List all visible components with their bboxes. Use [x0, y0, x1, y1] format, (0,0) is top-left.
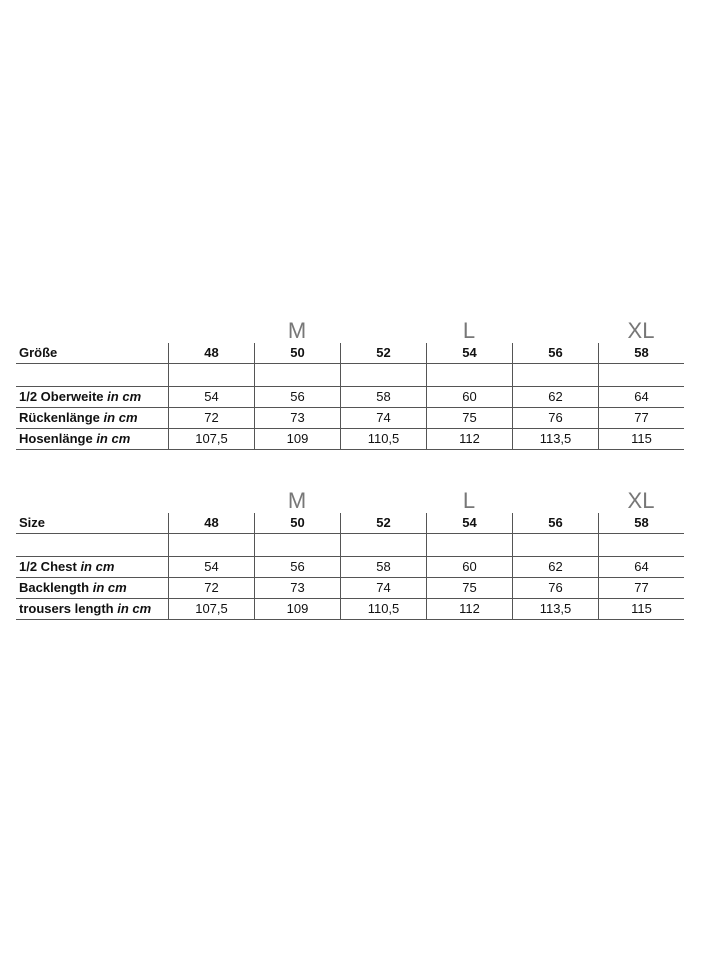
size-number: 50 — [254, 513, 340, 533]
measurement-row — [16, 557, 684, 578]
measurement-unit: in cm — [103, 410, 138, 425]
measurement-value: 74 — [340, 578, 426, 598]
measurement-unit: in cm — [117, 601, 152, 616]
size-number: 52 — [340, 343, 426, 363]
measurement-value: 58 — [340, 557, 426, 577]
measurement-value: 73 — [254, 408, 340, 428]
size-letter-row — [16, 318, 684, 343]
measurement-label — [16, 557, 168, 577]
measurement-value: 62 — [512, 557, 598, 577]
size-table-german — [16, 318, 684, 450]
size-letter — [512, 488, 598, 513]
measurement-unit: in cm — [92, 580, 127, 595]
measurement-label — [16, 429, 168, 449]
size-letter: XL — [627, 318, 655, 343]
measurement-name: Backlength — [19, 580, 90, 595]
size-number: 54 — [426, 513, 512, 533]
spacer-cell — [512, 364, 598, 386]
measurement-unit: in cm — [107, 389, 142, 404]
spacer-cell — [16, 364, 168, 386]
measurement-value: 74 — [340, 408, 426, 428]
size-table-english — [16, 488, 684, 620]
spacer-cell — [512, 534, 598, 556]
size-number: 56 — [512, 513, 598, 533]
measurement-value: 72 — [168, 408, 254, 428]
measurement-value: 77 — [598, 408, 684, 428]
spacer-row — [16, 364, 684, 387]
size-number: 48 — [168, 513, 254, 533]
spacer-cell — [254, 534, 340, 556]
measurement-row — [16, 387, 684, 408]
measurement-value: 60 — [426, 387, 512, 407]
measurement-value: 58 — [340, 387, 426, 407]
size-letter: M — [287, 318, 307, 343]
measurement-row — [16, 578, 684, 599]
size-letter: L — [462, 318, 476, 343]
measurement-unit: in cm — [80, 559, 115, 574]
size-number: 56 — [512, 343, 598, 363]
measurement-value: 112 — [426, 429, 512, 449]
size-letter: XL — [627, 488, 655, 513]
measurement-value: 54 — [168, 557, 254, 577]
spacer-cell — [168, 534, 254, 556]
spacer-cell — [598, 534, 684, 556]
measurement-value: 75 — [426, 408, 512, 428]
measurement-value: 76 — [512, 578, 598, 598]
measurement-value: 112 — [426, 599, 512, 619]
size-letter — [168, 488, 254, 513]
measurement-value: 113,5 — [512, 429, 598, 449]
measurement-value: 54 — [168, 387, 254, 407]
spacer-cell — [340, 534, 426, 556]
measurement-label — [16, 599, 168, 619]
size-letter — [168, 318, 254, 343]
measurement-value: 56 — [254, 387, 340, 407]
size-header-row — [16, 343, 684, 364]
measurement-value: 110,5 — [340, 599, 426, 619]
measurement-value: 115 — [598, 429, 684, 449]
measurement-value: 113,5 — [512, 599, 598, 619]
measurement-value: 64 — [598, 387, 684, 407]
spacer-cell — [254, 364, 340, 386]
size-letter — [340, 318, 426, 343]
measurement-value: 64 — [598, 557, 684, 577]
spacer-cell — [16, 534, 168, 556]
spacer-cell — [426, 534, 512, 556]
size-number: 54 — [426, 343, 512, 363]
measurement-label — [16, 408, 168, 428]
size-letter: L — [462, 488, 476, 513]
size-letter — [16, 488, 168, 513]
size-letter — [512, 318, 598, 343]
spacer-cell — [426, 364, 512, 386]
measurement-value: 73 — [254, 578, 340, 598]
measurement-row — [16, 429, 684, 450]
measurement-unit: in cm — [96, 431, 131, 446]
measurement-value: 76 — [512, 408, 598, 428]
measurement-value: 72 — [168, 578, 254, 598]
size-header-row — [16, 513, 684, 534]
measurement-value: 60 — [426, 557, 512, 577]
spacer-cell — [598, 364, 684, 386]
measurement-value: 110,5 — [340, 429, 426, 449]
size-letter — [16, 318, 168, 343]
measurement-value: 56 — [254, 557, 340, 577]
measurement-value: 62 — [512, 387, 598, 407]
size-letter — [340, 488, 426, 513]
size-number: 58 — [598, 513, 684, 533]
measurement-value: 75 — [426, 578, 512, 598]
spacer-row — [16, 534, 684, 557]
size-number: 50 — [254, 343, 340, 363]
measurement-name: Hosenlänge — [19, 431, 93, 446]
spacer-cell — [168, 364, 254, 386]
size-header-label: Größe — [19, 345, 58, 360]
measurement-row — [16, 599, 684, 620]
measurement-name: 1/2 Oberweite — [19, 389, 104, 404]
measurement-name: 1/2 Chest — [19, 559, 77, 574]
measurement-label — [16, 578, 168, 598]
size-number: 48 — [168, 343, 254, 363]
size-header-label: Size — [19, 515, 46, 530]
measurement-value: 109 — [254, 599, 340, 619]
measurement-name: trousers length — [19, 601, 114, 616]
size-letter: M — [287, 488, 307, 513]
spacer-cell — [340, 364, 426, 386]
measurement-value: 77 — [598, 578, 684, 598]
measurement-label — [16, 387, 168, 407]
measurement-value: 107,5 — [168, 599, 254, 619]
measurement-value: 115 — [598, 599, 684, 619]
size-letter-row — [16, 488, 684, 513]
size-number: 58 — [598, 343, 684, 363]
measurement-value: 109 — [254, 429, 340, 449]
measurement-name: Rückenlänge — [19, 410, 100, 425]
measurement-value: 107,5 — [168, 429, 254, 449]
size-number: 52 — [340, 513, 426, 533]
measurement-row — [16, 408, 684, 429]
